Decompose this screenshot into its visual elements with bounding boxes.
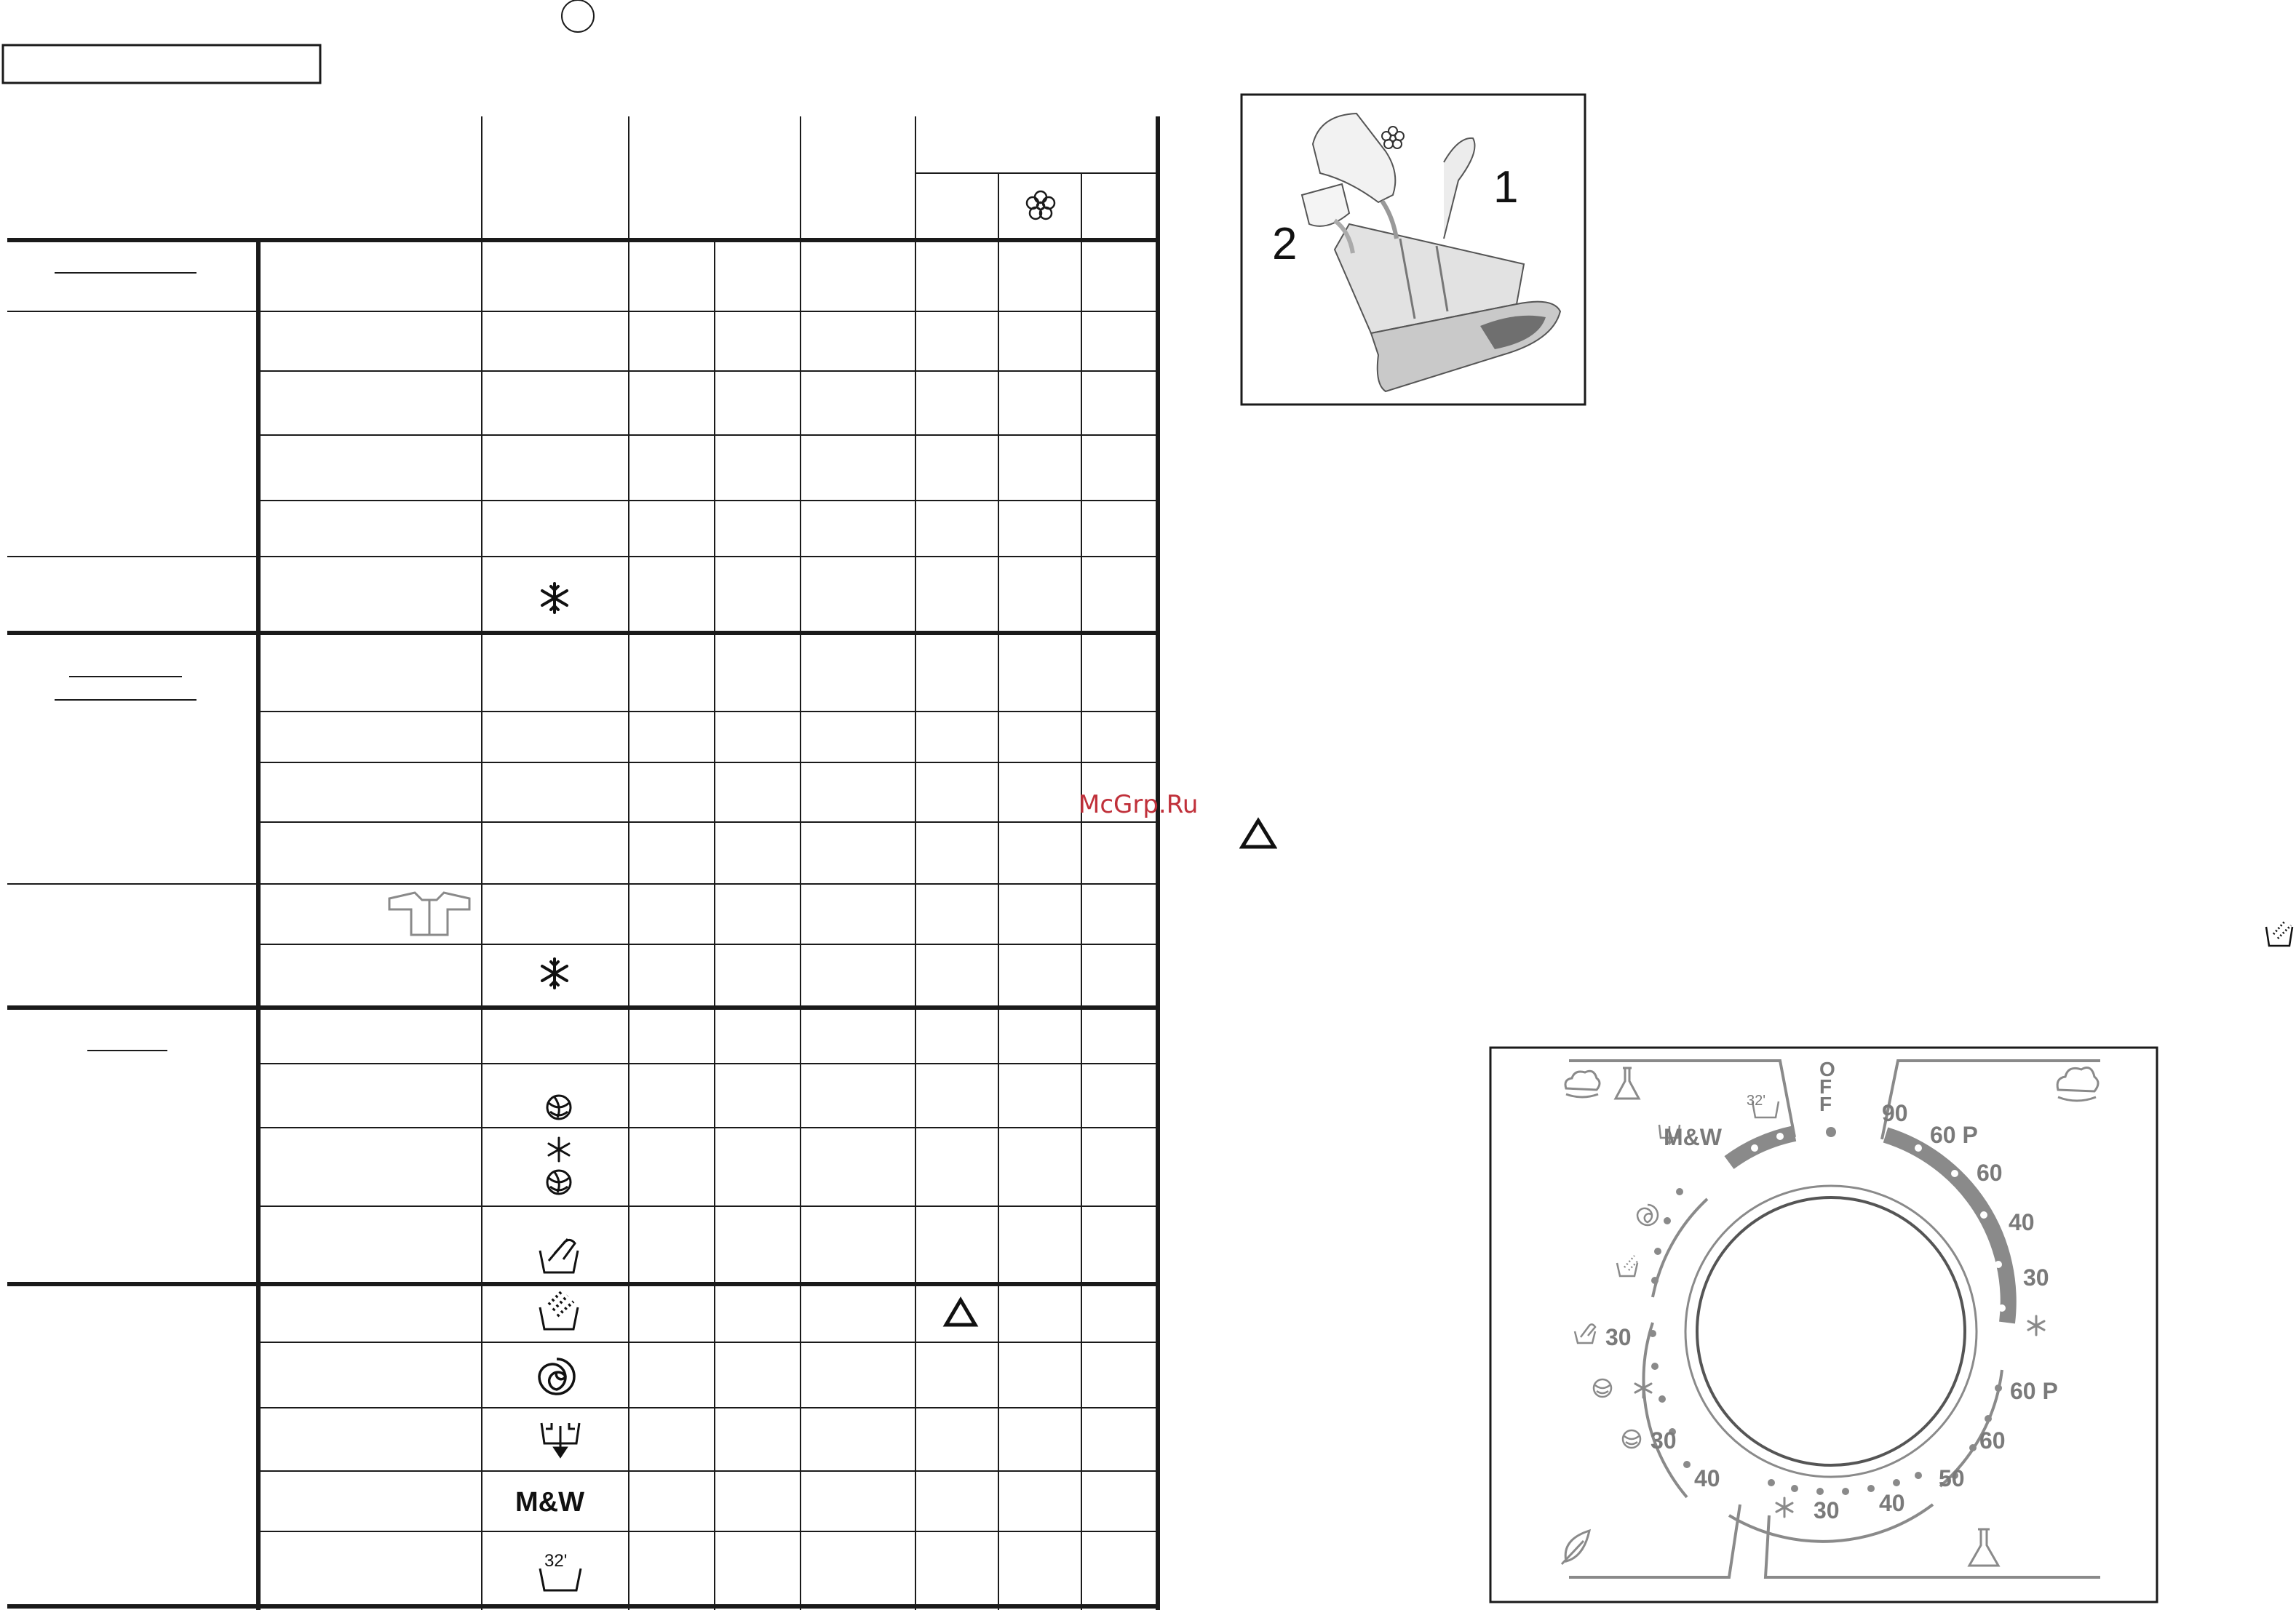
dial-cotton-90[interactable]: 90 [1882,1100,1908,1126]
language-circle [562,0,594,32]
dial-synthetic-40[interactable]: 40 [1879,1490,1905,1516]
drain-icon [541,1423,579,1456]
synthetic-flask-icon [1616,1068,1639,1099]
watermark: McGrp.Ru [1079,790,1199,819]
wool-mark-label: M&W [515,1487,584,1518]
wool-ball-icon [1594,1379,1611,1397]
delicate-feather-icon [1562,1531,1589,1564]
dial-knob[interactable] [1697,1197,1965,1465]
dial-off-label[interactable]: OFF [1819,1058,1835,1115]
dial-cotton-60[interactable]: 60 [1977,1160,2003,1186]
dial-synthetic-60[interactable]: 60 [1979,1427,2006,1454]
hand-wash-icon [1575,1324,1595,1343]
dial-delicate-40[interactable]: 40 [1694,1465,1720,1491]
warning-triangle-icon [1239,816,1277,850]
compartment-1-label: 1 [1493,162,1519,212]
warning-triangle-icon [946,1300,975,1325]
spin-icon [539,1359,574,1394]
shirt-icon [389,893,469,935]
softener-flower-icon [1382,127,1404,148]
cold-snowflake-icon [549,1138,569,1161]
synthetic-flask-icon [1969,1529,1998,1566]
section-header-box [3,45,320,83]
dial-wool-30[interactable]: 30 [1651,1427,1677,1454]
wool-ball-icon [1623,1430,1640,1448]
spin-icon [1637,1205,1658,1225]
cold-snowflake-icon [1635,1379,1651,1398]
wool-ball-icon [547,1171,571,1194]
dial-synthetic-50[interactable]: 50 [1939,1465,1965,1491]
cotton-prewash-icon [1565,1071,1600,1097]
cold-snowflake-icon [542,583,567,613]
compartment-2-label: 2 [1272,219,1298,269]
rinse-icon [540,1291,578,1329]
softener-flower-icon [1027,191,1054,219]
wool-ball-icon [547,1096,571,1119]
dial-cotton-60p[interactable]: 60 P [1930,1122,1978,1148]
dial-handwash-30[interactable]: 30 [1605,1324,1632,1350]
express-tub-icon [540,1569,581,1590]
cold-snowflake-icon [1776,1498,1792,1517]
rinse-icon [2263,917,2295,949]
express-time-label: 32' [544,1551,568,1571]
dial-cotton-40[interactable]: 40 [2009,1209,2035,1235]
cotton-icon [2057,1068,2098,1101]
hand-wash-icon [540,1239,578,1272]
dial-cotton-30[interactable]: 30 [2023,1264,2049,1291]
dial-wool-label[interactable]: M&W [1664,1124,1722,1150]
cold-snowflake-icon [2028,1316,2044,1335]
dial-express-label[interactable]: 32' [1747,1093,1766,1109]
dial-synthetic-60p[interactable]: 60 P [2010,1378,2058,1404]
cold-snowflake-icon [542,959,567,988]
dial-synthetic-cold-30[interactable]: 30 [1814,1497,1840,1523]
rinse-icon [1617,1256,1639,1276]
